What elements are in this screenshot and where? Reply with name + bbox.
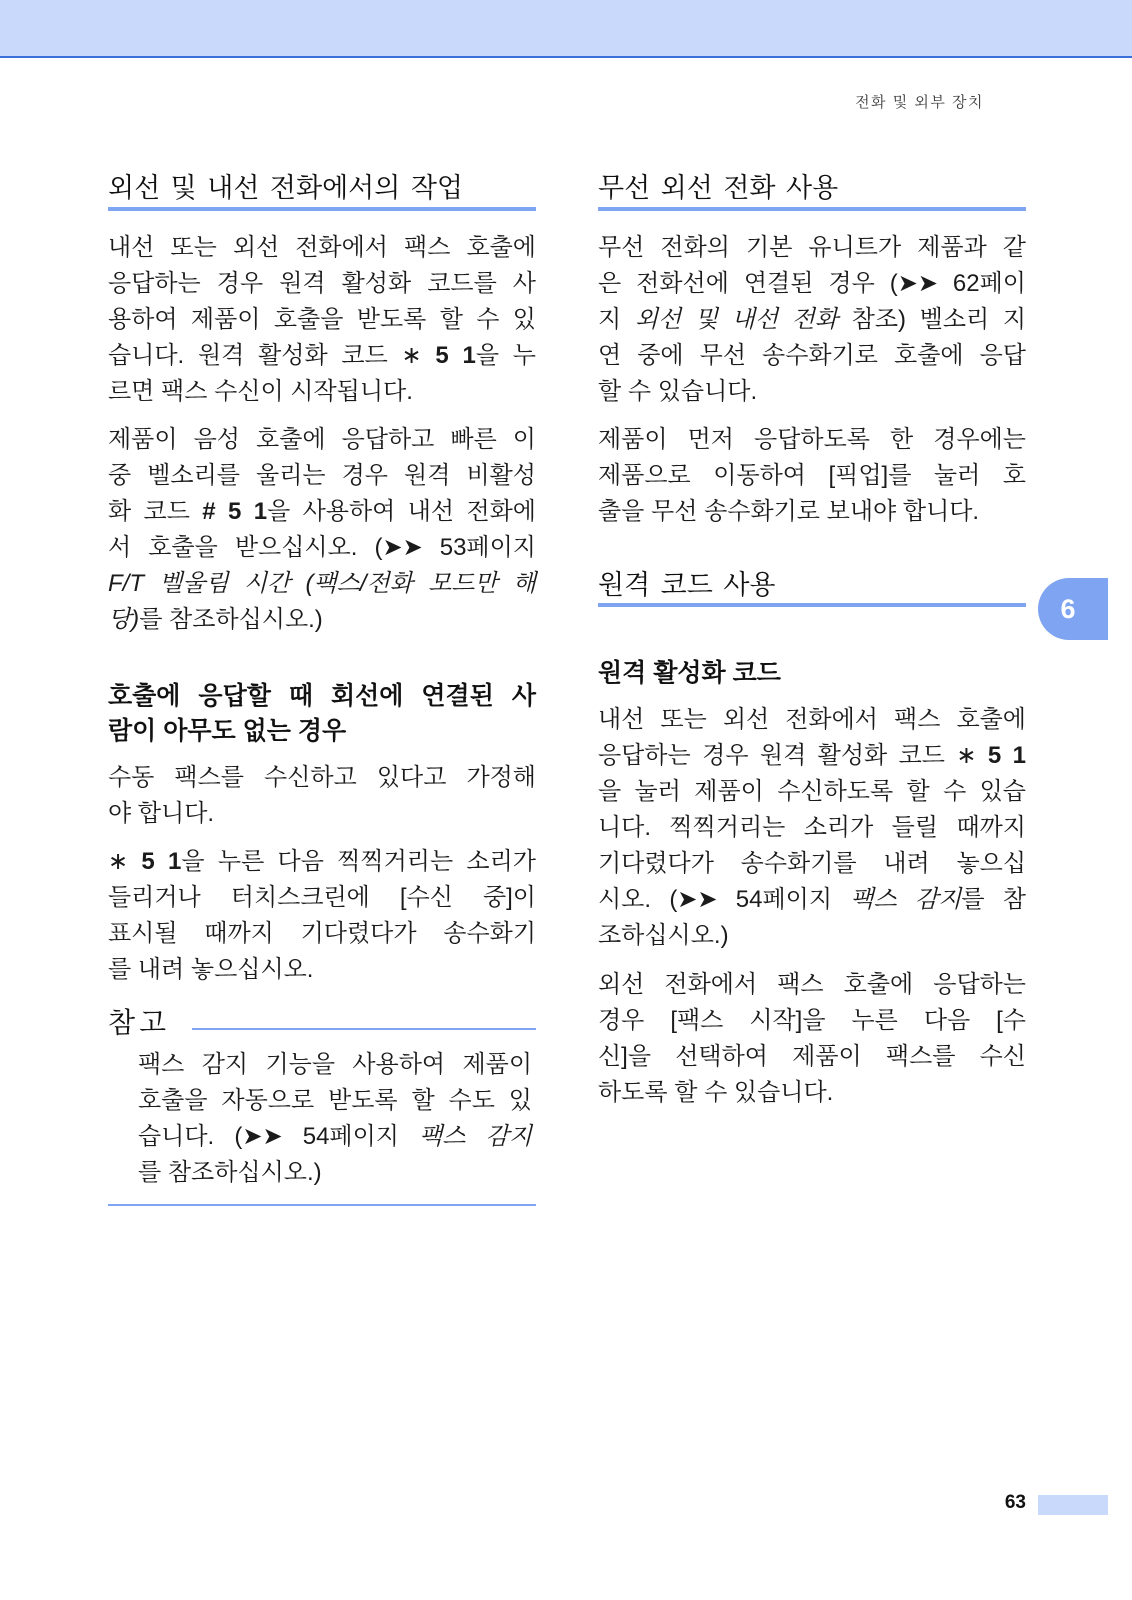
text-line xyxy=(598,882,1026,918)
text-line xyxy=(108,494,536,530)
text-line: 들리거나 터치스크린에 [수신 중]이 xyxy=(108,884,536,911)
text-line: 야 합니다. xyxy=(108,800,215,827)
paragraph xyxy=(108,844,536,988)
subheading-line: 람이 아무도 없는 경우 xyxy=(108,717,347,745)
text-line: 를 참조하십시오.) xyxy=(138,1159,322,1186)
text-segment: 을 사용하여 내선 전화에 xyxy=(267,498,536,525)
text-line: 응답하는 경우 원격 활성화 코드를 사 xyxy=(108,270,536,297)
text-line: 팩스 감지 기능을 사용하여 제품이 xyxy=(138,1051,532,1078)
note-bottom-divider xyxy=(108,1204,536,1206)
text-line: 경우 [팩스 시작]을 누른 다음 [수 xyxy=(598,1007,1026,1034)
heading-underline xyxy=(598,603,1026,607)
paragraph xyxy=(108,760,536,832)
paragraph xyxy=(108,230,536,410)
paragraph xyxy=(598,702,1026,954)
text-segment: 화 코드 xyxy=(108,498,203,525)
text-line: 내선 또는 외선 전화에서 팩스 호출에 xyxy=(108,234,536,261)
remote-code: 5 1 xyxy=(141,848,182,875)
section-heading-cordless: 무선 외선 전화 사용 xyxy=(598,173,839,203)
text-segment: 시오. (➤➤ 54페이지 xyxy=(598,886,851,913)
text-line: 신]을 선택하여 제품이 팩스를 수신 xyxy=(598,1043,1026,1070)
cross-reference-title: 팩스 감지 xyxy=(850,886,962,913)
text-line: 용하여 제품이 호출을 받도록 할 수 있 xyxy=(108,306,536,333)
text-line xyxy=(108,844,536,880)
footer-bar xyxy=(1038,1495,1108,1515)
text-line: 니다. 찍찍거리는 소리가 들릴 때까지 xyxy=(598,814,1026,841)
page-number: 63 xyxy=(1004,1492,1026,1513)
text-line: 기다렸다가 송수화기를 내려 놓으십 xyxy=(598,850,1026,877)
text-line: 을 눌러 제품이 수신하도록 할 수 있습 xyxy=(598,778,1026,805)
text-line xyxy=(598,302,1026,338)
text-segment: 을 누 xyxy=(475,342,536,369)
paragraph xyxy=(598,422,1026,530)
text-segment: 지 xyxy=(598,306,635,333)
note-label: 참고 xyxy=(108,1007,171,1038)
text-segment: 응답하는 경우 원격 활성화 코드 ∗ xyxy=(598,742,988,769)
text-line: 연 중에 무선 송수화기로 호출에 응답 xyxy=(598,342,1026,369)
text-line: 할 수 있습니다. xyxy=(598,378,758,405)
text-line: 제품으로 이동하여 [픽업]를 눌러 호 xyxy=(598,462,1026,489)
text-line xyxy=(108,602,536,638)
paragraph xyxy=(598,967,1026,1111)
subheading: 원격 활성화 코드 xyxy=(598,659,781,687)
heading-underline xyxy=(598,207,1026,211)
text-segment: ∗ xyxy=(108,848,142,875)
remote-code: 5 1 xyxy=(435,342,476,369)
text-line: 수동 팩스를 수신하고 있다고 가정해 xyxy=(108,764,536,791)
text-segment: 을 누른 다음 찍찍거리는 소리가 xyxy=(181,848,536,875)
text-line: 출을 무선 송수화기로 보내야 합니다. xyxy=(598,498,980,525)
text-segment: 참조) 벨소리 지 xyxy=(838,306,1027,333)
text-segment: 를 참조하십시오.) xyxy=(139,606,323,633)
cross-reference-title: F/T 벨울림 시간 (팩스/전화 모드만 해 xyxy=(108,570,536,597)
running-header: 전화 및 외부 장치 xyxy=(855,94,984,111)
text-line: 조하십시오.) xyxy=(598,922,729,949)
text-line: 제품이 먼저 응답하도록 한 경우에는 xyxy=(598,426,1026,453)
text-segment: 습니다. 원격 활성화 코드 ∗ xyxy=(108,342,436,369)
text-line: 서 호출을 받으십시오. (➤➤ 53페이지 xyxy=(108,534,536,561)
text-line: 르면 팩스 수신이 시작됩니다. xyxy=(108,378,413,405)
deactivation-code: # 5 1 xyxy=(202,498,268,525)
text-segment: 습니다. (➤➤ 54페이지 xyxy=(138,1123,420,1150)
text-line: 표시될 때까지 기다렸다가 송수화기 xyxy=(108,920,536,947)
text-line: 제품이 음성 호출에 응답하고 빠른 이 xyxy=(108,426,536,453)
text-line: 외선 전화에서 팩스 호출에 응답하는 xyxy=(598,971,1026,998)
cross-reference-title: 외선 및 내선 전화 xyxy=(634,306,839,333)
top-band xyxy=(0,0,1132,58)
text-line: 은 전화선에 연결된 경우 (➤➤ 62페이 xyxy=(598,270,1026,297)
chapter-tab: 6 xyxy=(1038,578,1108,640)
subheading xyxy=(108,679,536,749)
paragraph xyxy=(108,422,536,638)
text-line: 중 벨소리를 울리는 경우 원격 비활성 xyxy=(108,462,536,489)
text-line xyxy=(138,1119,532,1155)
section-heading-internal-external: 외선 및 내선 전화에서의 작업 xyxy=(108,173,463,203)
note-divider xyxy=(192,1028,536,1030)
text-line xyxy=(108,338,536,374)
text-line: 내선 또는 외선 전화에서 팩스 호출에 xyxy=(598,706,1026,733)
text-line xyxy=(598,738,1026,774)
text-line: 무선 전화의 기본 유니트가 제품과 같 xyxy=(598,234,1026,261)
text-segment: 를 참 xyxy=(961,886,1026,913)
cross-reference-title: 팩스 감지 xyxy=(419,1123,533,1150)
heading-underline xyxy=(108,207,536,211)
text-line: 를 내려 놓으십시오. xyxy=(108,956,314,983)
text-line: 호출을 자동으로 받도록 할 수도 있 xyxy=(138,1087,532,1114)
text-line: 하도록 할 수 있습니다. xyxy=(598,1079,834,1106)
subheading-line: 호출에 응답할 때 회선에 연결된 사 xyxy=(108,682,536,710)
note-text xyxy=(138,1047,532,1191)
remote-code: 5 1 xyxy=(987,742,1026,769)
section-heading-remote-codes: 원격 코드 사용 xyxy=(598,570,776,600)
paragraph xyxy=(598,230,1026,410)
cross-reference-title: 당) xyxy=(108,606,140,633)
